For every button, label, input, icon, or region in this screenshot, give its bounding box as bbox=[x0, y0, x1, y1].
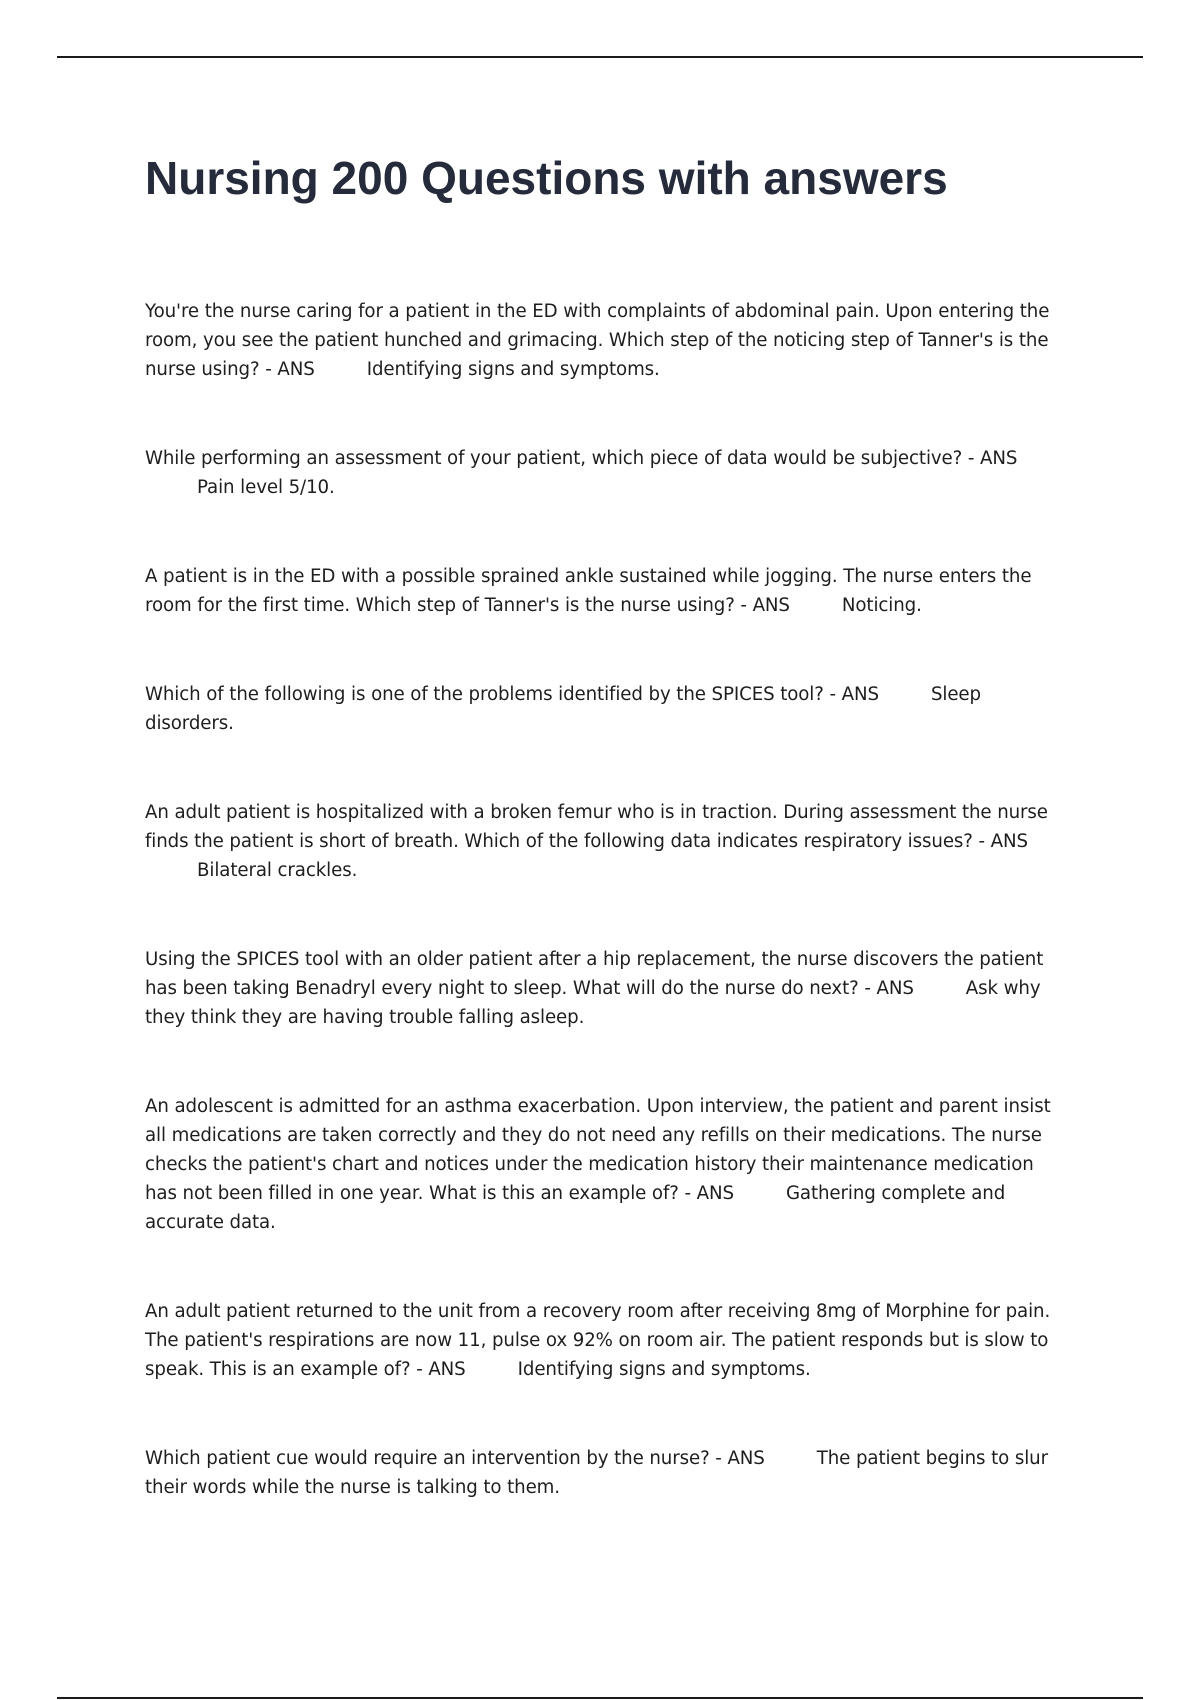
page-title: Nursing 200 Questions with answers bbox=[145, 152, 948, 204]
question-text: While performing an assessment of your patient, which piece of data would be subjective? - ANS bbox=[145, 448, 1018, 469]
question-text: An adolescent is admitted for an asthma exacerbation. Upon interview, the patient and parent insist all medications are taken correctly and they do not need any refills on their medications. The nurse checks the patient's chart and notices under the medication history their maintenance medication has not been filled in one year. What is this an example of? - ANS bbox=[145, 1096, 1051, 1204]
answer-text: Gathering complete and accurate data. bbox=[145, 1183, 1006, 1233]
qa-item-7 bbox=[145, 1092, 1055, 1237]
answer-text: Bilateral crackles. bbox=[197, 860, 358, 881]
qa-item-1 bbox=[145, 297, 1055, 384]
qa-item-6 bbox=[145, 945, 1055, 1032]
question-text: Which of the following is one of the problems identified by the SPICES tool? - ANS bbox=[145, 684, 879, 705]
question-text: An adult patient is hospitalized with a broken femur who is in traction. During assessment the nurse finds the patient is short of breath. Which of the following data indicates respiratory issues? - ANS bbox=[145, 802, 1048, 852]
answer-text: Pain level 5/10. bbox=[197, 477, 335, 498]
question-text: You're the nurse caring for a patient in the ED with complaints of abdominal pain. Upon entering the room, you see the patient hunched and grimacing. Which step of the noticing step of Tanner's is the nurse using? - ANS bbox=[145, 301, 1050, 380]
top-rule bbox=[57, 56, 1143, 58]
answer-text: Sleep disorders. bbox=[145, 684, 981, 734]
answer-text: Identifying signs and symptoms. bbox=[517, 1359, 811, 1380]
qa-item-2 bbox=[145, 444, 1055, 502]
question-text: Which patient cue would require an intervention by the nurse? - ANS bbox=[145, 1448, 765, 1469]
qa-item-4 bbox=[145, 680, 1055, 738]
answer-text: Ask why they think they are having trouble falling asleep. bbox=[145, 978, 1041, 1028]
qa-item-9 bbox=[145, 1444, 1055, 1502]
answer-text: Identifying signs and symptoms. bbox=[366, 359, 660, 380]
question-text: An adult patient returned to the unit from a recovery room after receiving 8mg of Morphine for pain. The patient's respirations are now 11, pulse ox 92% on room air. The patient responds but is slow to speak. This is an example of? - ANS bbox=[145, 1301, 1051, 1380]
answer-text: The patient begins to slur their words while the nurse is talking to them. bbox=[145, 1448, 1048, 1498]
qa-item-5 bbox=[145, 798, 1055, 885]
answer-text: Noticing. bbox=[841, 595, 922, 616]
qa-list bbox=[145, 297, 1055, 1562]
qa-item-8 bbox=[145, 1297, 1055, 1384]
bottom-rule bbox=[57, 1697, 1143, 1699]
question-text: A patient is in the ED with a possible sprained ankle sustained while jogging. The nurse enters the room for the first time. Which step of Tanner's is the nurse using? - ANS bbox=[145, 566, 1032, 616]
qa-item-3 bbox=[145, 562, 1055, 620]
question-text: Using the SPICES tool with an older patient after a hip replacement, the nurse discovers the patient has been taking Benadryl every night to sleep. What will do the nurse do next? - ANS bbox=[145, 949, 1044, 999]
